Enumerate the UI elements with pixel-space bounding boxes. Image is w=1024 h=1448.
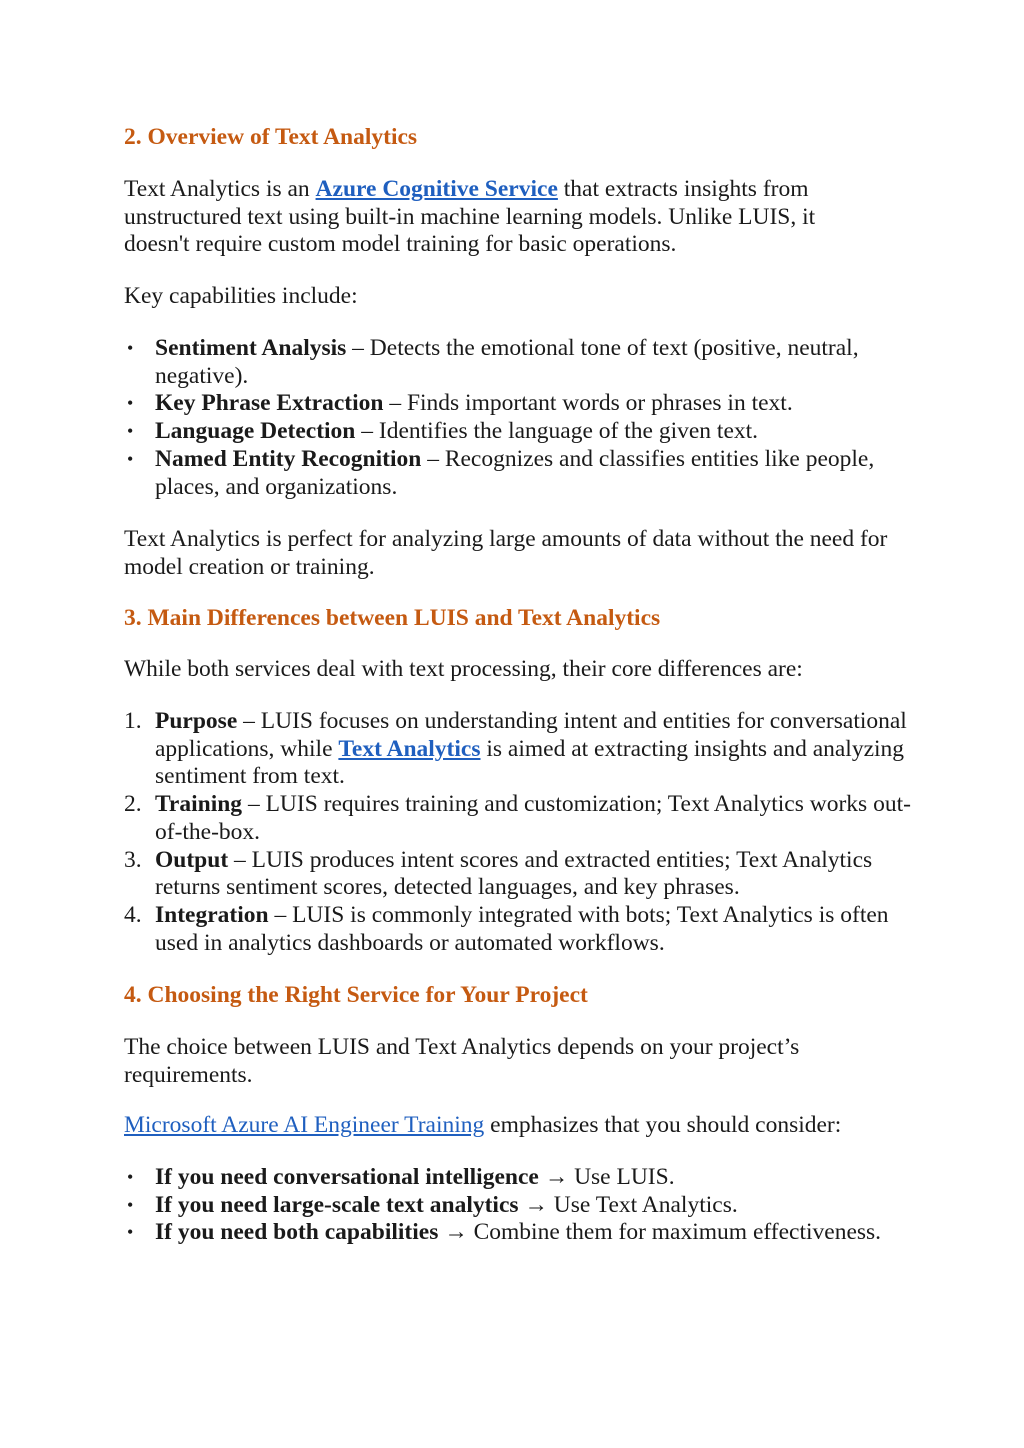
list-item-term: Key Phrase Extraction	[155, 390, 384, 417]
list-item	[124, 1219, 924, 1247]
list-item-term: If you need both capabilities	[155, 1219, 439, 1246]
list-item-term: If you need conversational intelligence	[155, 1164, 539, 1190]
list-item-desc: – LUIS is commonly integrated with bots; Text Analytics is often used in analytics dashboards or automated workflows.	[155, 901, 889, 956]
list-item-term: Sentiment Analysis	[155, 335, 347, 361]
bullet-icon: •	[127, 1222, 134, 1243]
list-item-desc: – Detects the emotional tone of text (positive, neutral, negative).	[155, 335, 859, 389]
bullet-icon: •	[127, 421, 134, 442]
list-item	[124, 791, 914, 846]
key-capabilities-label: Key capabilities include:	[124, 283, 358, 309]
list-item-desc: – Recognizes and classifies entities like people, places, and organizations.	[155, 445, 875, 500]
list-item	[124, 446, 914, 501]
list-item-desc: – Identifies the language of the given text.	[355, 418, 759, 445]
list-item-term: If you need large-scale text analytics	[155, 1191, 519, 1218]
bullet-icon: •	[127, 448, 134, 469]
list-number: 3.	[124, 846, 142, 873]
section-4-heading: 4. Choosing the Right Service for Your Project	[124, 982, 588, 1008]
list-number: 4.	[124, 901, 142, 928]
bullet-icon: •	[127, 1167, 134, 1187]
list-item-desc: → Combine them for maximum effectiveness.	[438, 1219, 882, 1246]
list-item	[124, 390, 914, 418]
section-4-emphasis	[124, 1112, 914, 1140]
list-item-desc-after: is aimed at extracting insights and analyzing sentiment from text.	[155, 735, 905, 790]
intro-text-after: that extracts insights from unstructured text using built-in machine learning models. Unlike LUIS, it doesn't require custom model training for basic operations.	[124, 176, 816, 258]
azure-ai-engineer-training-link[interactable]: Microsoft Azure AI Engineer Training	[124, 1112, 485, 1138]
text-analytics-link[interactable]: Text Analytics	[338, 735, 481, 762]
list-item-desc: – LUIS produces intent scores and extracted entities; Text Analytics returns sentiment scores, detected languages, and key phrases.	[155, 846, 873, 901]
list-item-desc: → Use Text Analytics.	[518, 1191, 738, 1218]
list-item-term: Purpose	[155, 708, 238, 734]
list-item-desc: – LUIS requires training and customization; Text Analytics works out-of-the-box.	[155, 791, 911, 845]
section-3-intro: While both services deal with text processing, their core differences are:	[124, 656, 803, 682]
list-item	[124, 902, 914, 957]
azure-cognitive-service-link[interactable]: Azure Cognitive Service	[315, 176, 558, 202]
list-item-term: Training	[155, 791, 243, 818]
intro-text-before: Text Analytics is an	[124, 176, 316, 202]
section-3-heading: 3. Main Differences between LUIS and Text Analytics	[124, 605, 661, 631]
bullet-icon: •	[127, 338, 134, 358]
list-item-term: Output	[155, 846, 229, 873]
list-item-desc: – LUIS focuses on understanding intent and entities for conversational applications, while	[155, 708, 907, 762]
section-2-intro	[124, 176, 864, 259]
list-item-term: Integration	[155, 901, 269, 928]
list-item-desc: – Finds important words or phrases in text.	[383, 390, 793, 417]
section-2-outro: Text Analytics is perfect for analyzing large amounts of data without the need for model creation or training.	[124, 526, 888, 580]
list-item	[124, 847, 914, 902]
list-item	[124, 418, 914, 446]
bullet-icon: •	[127, 1194, 134, 1215]
list-item-term: Named Entity Recognition	[155, 445, 422, 472]
list-item	[124, 708, 914, 791]
considerations-list	[124, 1164, 924, 1247]
capabilities-list	[124, 335, 914, 501]
list-number: 2.	[124, 791, 142, 818]
list-item	[124, 1164, 924, 1192]
list-item	[124, 335, 914, 390]
bullet-icon: •	[127, 393, 134, 414]
list-number: 1.	[124, 708, 142, 734]
list-item-desc: → Use LUIS.	[538, 1164, 675, 1190]
list-item	[124, 1192, 924, 1220]
differences-list	[124, 708, 914, 957]
list-item-term: Language Detection	[155, 418, 356, 445]
section-2-heading: 2. Overview of Text Analytics	[124, 124, 418, 150]
section-4-intro: The choice between LUIS and Text Analytics depends on your project’s requirements.	[124, 1034, 800, 1088]
emphasis-text: emphasizes that you should consider:	[484, 1112, 842, 1138]
